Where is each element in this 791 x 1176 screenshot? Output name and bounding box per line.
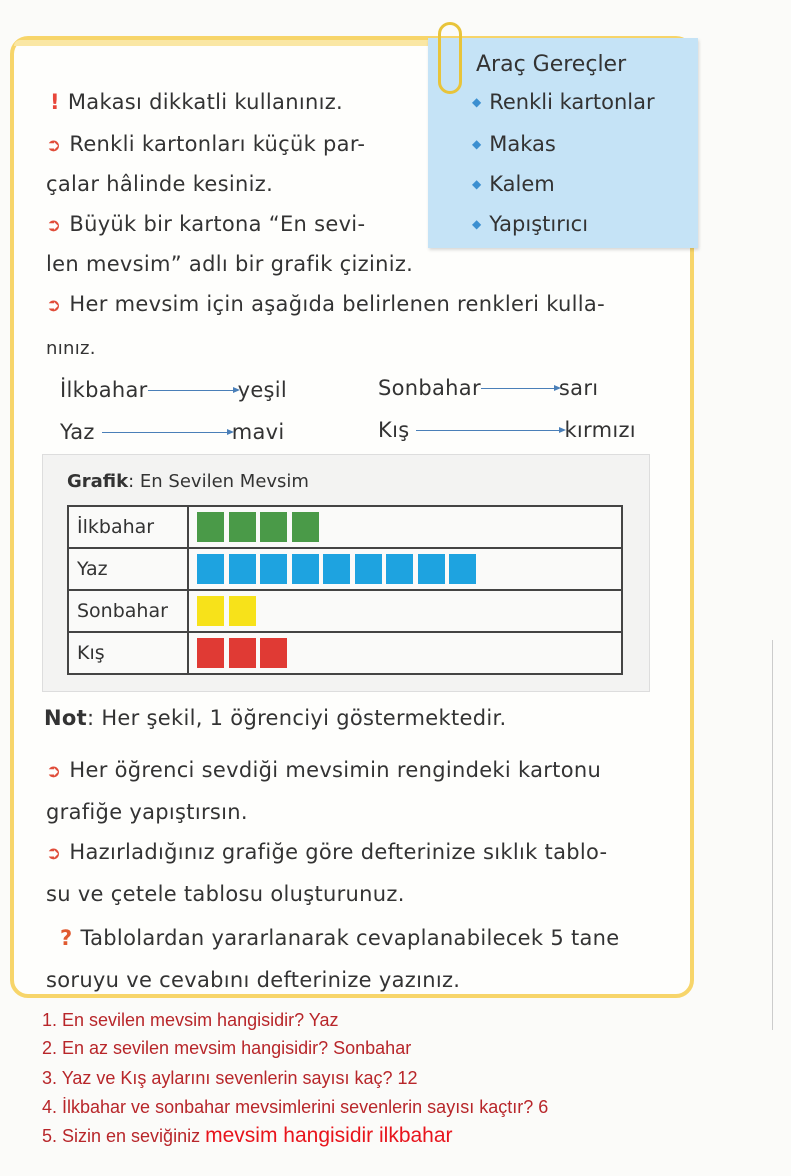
bar-cell xyxy=(188,548,622,590)
answer-line: 1. En sevilen mevsim hangisidir? Yaz xyxy=(42,1010,339,1030)
unit-square xyxy=(418,554,445,584)
unit-square xyxy=(229,554,256,584)
material-item: ◆ Renkli kartonlar xyxy=(472,90,655,114)
arrow-bullet-icon: ➲ xyxy=(46,761,62,782)
chart-note: Not: Her şekil, 1 öğrenciyi göstermektedir. xyxy=(44,706,507,730)
unit-square xyxy=(386,554,413,584)
unit-square xyxy=(355,554,382,584)
unit-square xyxy=(292,512,319,542)
step-line: ➲ Hazırladığınız grafiğe göre defterinize sıklık tablo- xyxy=(46,840,608,864)
materials-note xyxy=(428,38,698,248)
question-mark-icon: ? xyxy=(60,926,73,950)
step-line: su ve çetele tablosu oluşturunuz. xyxy=(46,882,405,906)
unit-square xyxy=(197,596,224,626)
unit-square xyxy=(260,554,287,584)
category-label: Yaz xyxy=(68,548,188,590)
color-map-yaz: Yaz mavi xyxy=(60,420,285,444)
unit-square xyxy=(197,512,224,542)
unit-square xyxy=(449,554,476,584)
unit-square xyxy=(260,638,287,668)
chart-row xyxy=(68,506,622,548)
unit-square xyxy=(229,596,256,626)
step-line: soruyu ve cevabını defterinize yazınız. xyxy=(46,968,461,992)
arrow-bullet-icon: ➲ xyxy=(46,295,62,316)
chart-title: Grafik: En Sevilen Mevsim xyxy=(67,471,309,492)
step-line: ➲ Büyük bir kartona “En sevi- xyxy=(46,212,366,236)
unit-square xyxy=(260,512,287,542)
answer-line: 4. İlkbahar ve sonbahar mevsimlerini sevenlerin sayısı kaçtır? 6 xyxy=(42,1097,549,1117)
step-line: len mevsim” adlı bir grafik çiziniz. xyxy=(46,252,414,276)
color-map-kis: Kış kırmızı xyxy=(378,418,636,442)
step-line: grafiğe yapıştırsın. xyxy=(46,800,248,824)
unit-square xyxy=(197,638,224,668)
step-line: ➲ Renkli kartonları küçük par- xyxy=(46,132,366,156)
bar-cell xyxy=(188,590,622,632)
category-label: Sonbahar xyxy=(68,590,188,632)
step-line: nınız. xyxy=(46,338,96,359)
scan-edge xyxy=(772,640,773,1030)
bar-cell xyxy=(188,506,622,548)
unit-square xyxy=(197,554,224,584)
unit-square xyxy=(292,554,319,584)
paperclip-icon xyxy=(438,22,462,94)
chart-row xyxy=(68,590,622,632)
arrow-bullet-icon: ➲ xyxy=(46,215,62,236)
answer-line: 3. Yaz ve Kış aylarını sevenlerin sayısı kaç? 12 xyxy=(42,1068,418,1088)
unit-square xyxy=(229,638,256,668)
unit-square xyxy=(229,512,256,542)
bar-cell xyxy=(188,632,622,674)
pictograph-chart xyxy=(42,454,650,692)
category-label: Kış xyxy=(68,632,188,674)
color-map-ilkbahar: İlkbahar yeşil xyxy=(60,378,288,402)
color-map-sonbahar: Sonbahar sarı xyxy=(378,376,599,400)
chart-table xyxy=(67,505,623,675)
question-task: ? Tablolardan yararlanarak cevaplanabilecek 5 tane xyxy=(60,926,620,950)
material-item: ◆ Yapıştırıcı xyxy=(472,212,589,236)
arrow-bullet-icon: ➲ xyxy=(46,135,62,156)
chart-row xyxy=(68,548,622,590)
answer-line: 2. En az sevilen mevsim hangisidir? Sonbahar xyxy=(42,1038,412,1058)
step-line: ➲ Her mevsim için aşağıda belirlenen renkleri kulla- xyxy=(46,292,605,316)
warning-line: ! Makası dikkatli kullanınız. xyxy=(50,90,344,114)
unit-square xyxy=(323,554,350,584)
step-line: ➲ Her öğrenci sevdiği mevsimin rengindeki kartonu xyxy=(46,758,602,782)
material-item: ◆ Makas xyxy=(472,132,556,156)
arrow-bullet-icon: ➲ xyxy=(46,843,62,864)
material-item: ◆ Kalem xyxy=(472,172,555,196)
exclamation-icon: ! xyxy=(50,90,60,114)
category-label: İlkbahar xyxy=(68,506,188,548)
chart-row xyxy=(68,632,622,674)
step-line: çalar hâlinde kesiniz. xyxy=(46,172,274,196)
answer-line: 5. Sizin en seviğiniz mevsim hangisidir ilkbahar xyxy=(42,1124,453,1147)
materials-title: Araç Gereçler xyxy=(476,52,627,77)
